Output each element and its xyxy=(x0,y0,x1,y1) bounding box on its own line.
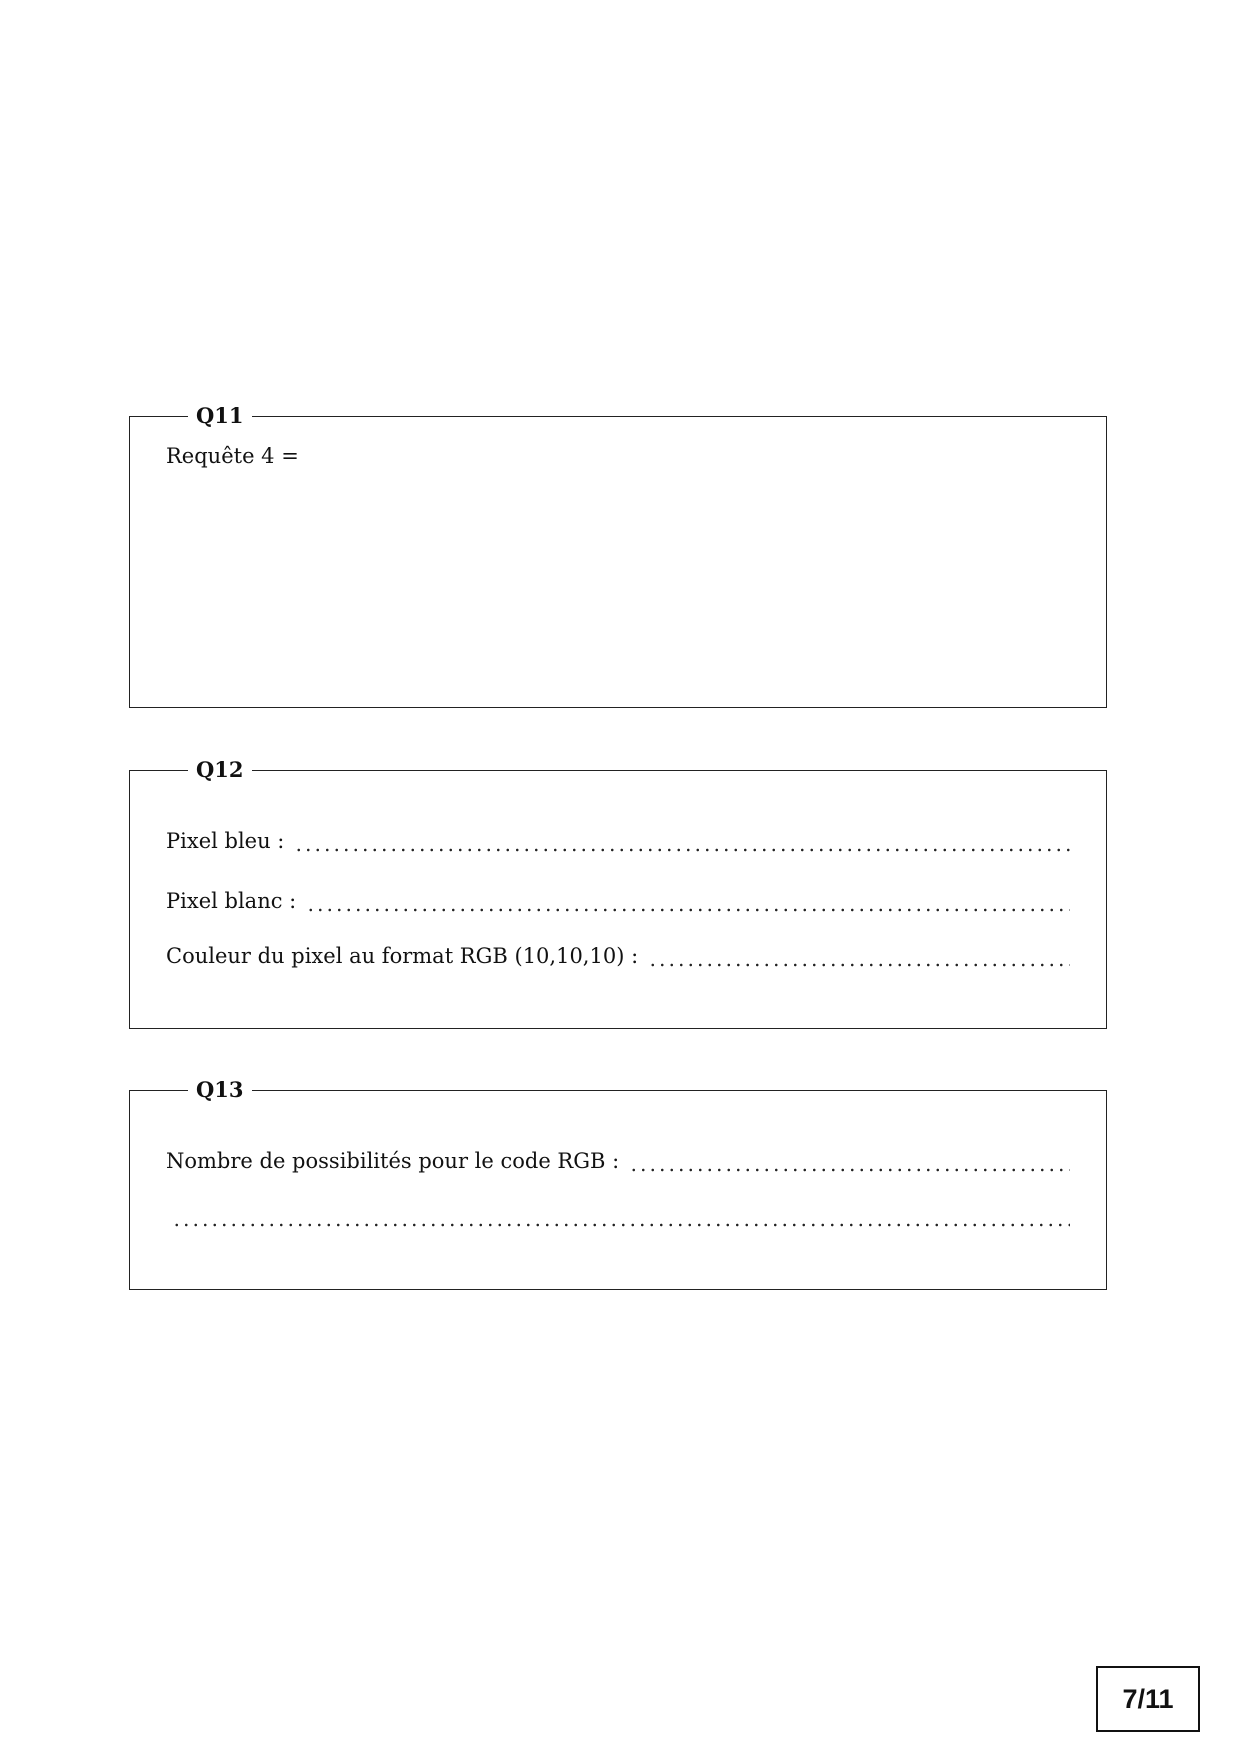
q12-box xyxy=(129,757,1107,1029)
q13-title: Q13 xyxy=(188,1077,252,1103)
q12-answer-line-pixel-bleu[interactable] xyxy=(166,828,1070,854)
q11-box xyxy=(129,403,1107,708)
q13-answer-line-1[interactable] xyxy=(166,1148,1070,1174)
answer-dotted-line xyxy=(306,894,1070,914)
q12-label-pixel-blanc: Pixel blanc : xyxy=(166,889,297,913)
answer-dotted-line xyxy=(294,834,1070,854)
q13-answer-line-2[interactable] xyxy=(166,1209,1070,1229)
q12-label-pixel-bleu: Pixel bleu : xyxy=(166,829,285,853)
answer-dotted-line xyxy=(172,1209,1070,1229)
q12-answer-line-pixel-blanc[interactable] xyxy=(166,888,1070,914)
q11-prompt: Requête 4 = xyxy=(166,444,299,468)
answer-dotted-line xyxy=(629,1154,1070,1174)
q13-box xyxy=(129,1077,1107,1290)
q13-label-nombre-possibilites: Nombre de possibilités pour le code RGB : xyxy=(166,1149,620,1173)
q12-label-couleur-rgb: Couleur du pixel au format RGB (10,10,10) : xyxy=(166,944,639,968)
q12-answer-line-couleur-rgb[interactable] xyxy=(166,943,1070,969)
q11-title: Q11 xyxy=(188,403,252,429)
q12-title: Q12 xyxy=(188,757,252,783)
page-number: 7/11 xyxy=(1122,1683,1174,1714)
answer-dotted-line xyxy=(648,949,1070,969)
page-number-box xyxy=(1096,1666,1200,1732)
